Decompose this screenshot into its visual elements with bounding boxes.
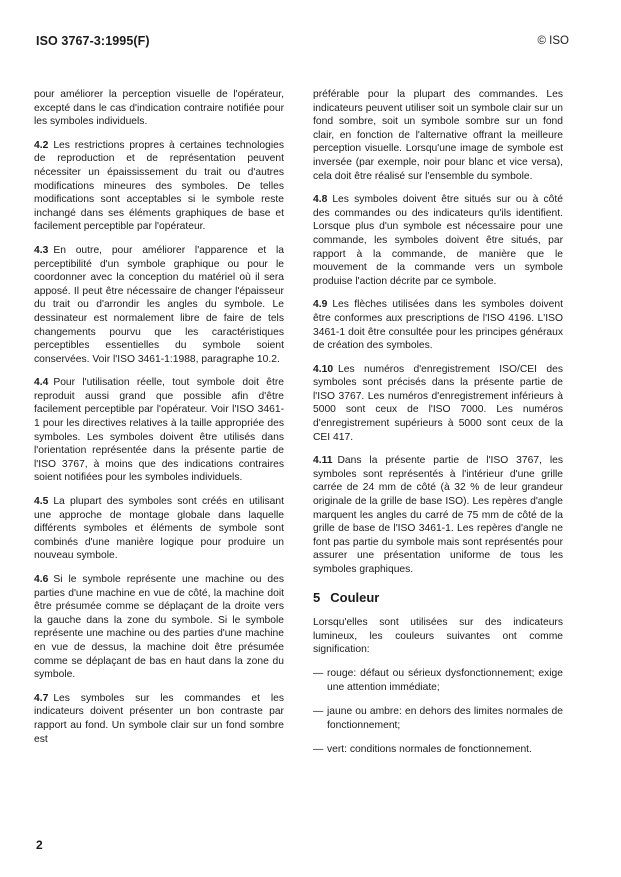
section-number: 4.3 [34, 244, 49, 256]
section-number: 4.8 [313, 194, 328, 206]
paragraph-4-9 [313, 298, 563, 352]
paragraph-text: Les symboles doivent être situés sur ou à côté des commandes ou des indicateurs qu'ils identifient. Lorsque plus d'un symbole est nécessaire pour une commande, les symboles doivent être situés, par rapport à la commande, de manière que le mouvement de la commande vers un symbole produise l'action décrite par ce symbole. [313, 194, 563, 287]
paragraph-4-7 [34, 692, 284, 746]
standard-id: ISO 3767-3:1995(F) [36, 34, 150, 48]
paragraph-4-5 [34, 495, 284, 563]
section-5-number: 5 [313, 589, 321, 605]
paragraph-4-3 [34, 244, 284, 366]
paragraph-4-11 [313, 454, 563, 576]
paragraph-continuation [313, 88, 563, 183]
paragraph-text: préférable pour la plupart des commandes. Les indicateurs peuvent utiliser soit un symbole clair sur un fond sombre, soit un symbole sombre sur un fond clair, en fonction de l'alternative offrant la meilleure perception visuelle. Lorsqu'une image de symbole est inversée (par exemple, noir pour blanc et vice versa), cela doit être réalisé sur l'ensemble du symbole. [313, 89, 563, 182]
list-item-text: rouge: défaut ou sérieux dysfonctionnement; exige une attention immédiate; [327, 667, 563, 693]
dash-bullet: — [313, 744, 324, 756]
color-meaning-list [313, 667, 563, 757]
paragraph-text: Les numéros d'enregistrement ISO/CEI des symboles sont précisés dans la présente partie de l'ISO 3767. Les numéros d'enregistrement inférieurs à 5000 sont ceux de l'ISO 7000. Les numéros d'enregistrement supérieurs à 5000 sont ceux de la CEI 417. [313, 363, 563, 443]
section-5-title: Couleur [330, 589, 380, 605]
paragraph-4-2 [34, 139, 284, 234]
paragraph-4-6 [34, 573, 284, 682]
section-number: 4.9 [313, 299, 328, 311]
section-number: 4.10 [313, 363, 334, 375]
list-item [313, 743, 563, 757]
copyright-notice: © ISO [537, 35, 569, 47]
section-number: 4.11 [313, 455, 333, 467]
paragraph-text: pour améliorer la perception visuelle de l'opérateur, excepté dans le cas d'indication contraire notifiée pour les symboles individuels. [34, 89, 284, 128]
right-column [313, 88, 563, 768]
list-item [313, 667, 563, 694]
paragraph-text: Dans la présente partie de l'ISO 3767, les symboles sont représentés à l'intérieur d'une grille carrée de 24 mm de côté (à 32 % de leur grandeur originale de la grille de base ISO). Les repères d'angle marquent les angles du carré de 75 mm de côté de la grille de base de l'ISO 3461-1. Les repères d'angle ne font pas partie du symbole mais sont représentés pour assurer une présentation uniforme de tous les symboles graphiques. [313, 455, 563, 575]
paragraph-text: Si le symbole représente une machine ou des parties d'une machine en vue de côté, la machine doit être présumée comme se déplaçant de la droite vers la gauche dans la zone du symbole. Si le symbole représente une machine ou des parties d'une machine en vue de dessus, la machine doit être présumée comme se déplaçant de bas en haut dans la zone du symbole. [34, 574, 284, 681]
left-column [34, 88, 284, 756]
dash-bullet: — [313, 667, 324, 679]
section-number: 4.6 [34, 574, 49, 585]
list-item-text: vert: conditions normales de fonctionnement. [327, 744, 532, 756]
section-5-heading [313, 591, 563, 605]
paragraph-text: Les restrictions propres à certaines technologies de reproduction et de représentation peuvent nécessiter un épaississement du trait ou d'autres modifications mineures des symboles. De telles modifications sont acceptables si le symbole reste inchangé dans ses éléments graphiques de base et facilement perceptible par l'opérateur. [34, 139, 284, 233]
paragraph-text: La plupart des symboles sont créés en utilisant une approche de montage globale dans laquelle différents symboles et éléments de symbole sont combinés d'une manière logique pour produire un nouveau symbole. [34, 496, 284, 562]
paragraph-text: En outre, pour améliorer l'apparence et la perceptibilité d'un symbole graphique ou pour le coordonner avec la conception du matériel où il sera apposé. Il peut être nécessaire de changer l'épaisseur du trait ou d'arrondir les angles du symbole. Le dessinateur est normalement libre de faire de tels changements pourvu que les caractéristiques perceptibles essentielles du symbole soient conservées. Voir l'ISO 3461-1:1988, paragraphe 10.2. [34, 244, 284, 365]
list-item [313, 705, 563, 732]
paragraph-text: Les flèches utilisées dans les symboles doivent être conformes aux prescriptions de l'ISO 4196. L'ISO 3461-1 doit être consultée pour les principes généraux de création des symboles. [313, 299, 563, 352]
paragraph-continuation [34, 88, 284, 129]
page-number: 2 [36, 838, 43, 852]
list-item-text: jaune ou ambre: en dehors des limites normales de fonctionnement; [327, 706, 563, 731]
paragraph-4-8 [313, 193, 563, 288]
paragraph-4-4 [34, 376, 284, 485]
section-number: 4.7 [34, 692, 49, 704]
paragraph-4-10 [313, 363, 563, 445]
paragraph-text: Pour l'utilisation réelle, tout symbole doit être reproduit aussi grand que possible afin d'être facilement perceptible par l'opérateur. Voir l'ISO 3461-1 pour les directives relatives à la taille appropriée des symboles. Les symboles doivent être utilisés dans l'orientation représentée dans la présente partie de l'ISO 3767, à moins que des indications contraires soient notifiées pour les symboles individuels. [34, 377, 284, 484]
section-5-intro: Lorsqu'elles sont utilisées sur des indicateurs lumineux, les couleurs suivantes ont comme signification: [313, 617, 563, 656]
paragraph-text: Les symboles sur les commandes et les indicateurs doivent présenter un bon contraste par rapport au fond. Un symbole clair sur un fond sombre est [34, 692, 284, 745]
section-number: 4.5 [34, 496, 49, 508]
dash-bullet: — [313, 706, 324, 718]
section-number: 4.4 [34, 377, 49, 389]
section-number: 4.2 [34, 139, 49, 151]
